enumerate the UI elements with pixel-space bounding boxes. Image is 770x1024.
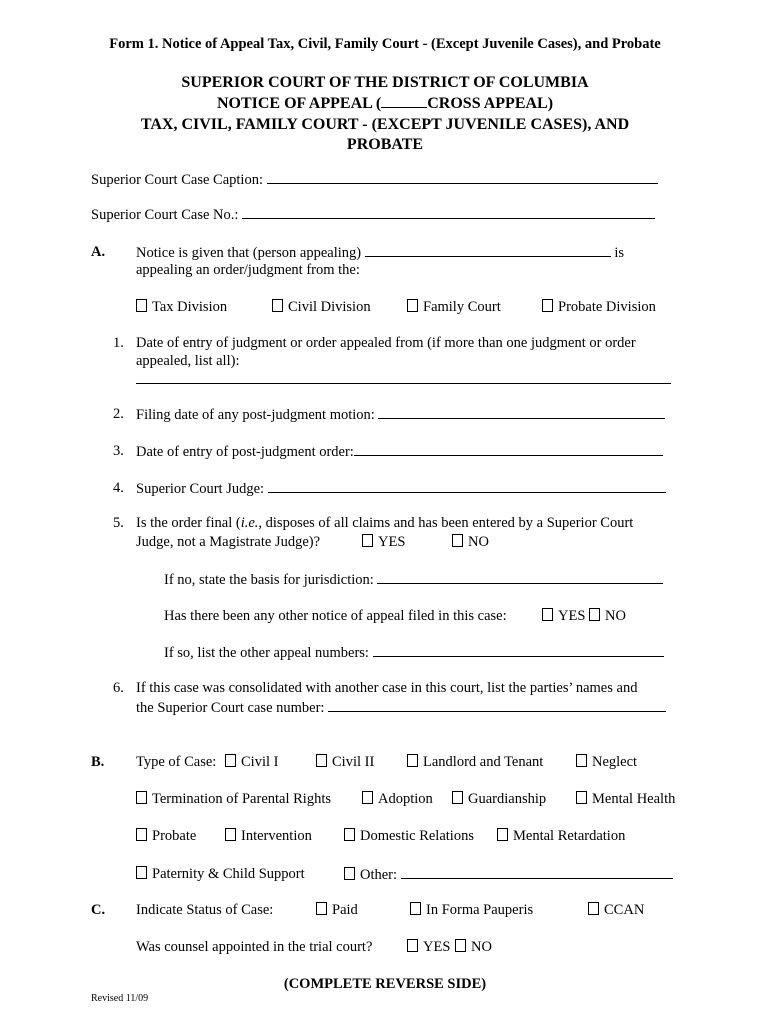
notice-title (0, 93, 770, 114)
appeal-numbers-field[interactable] (373, 644, 664, 657)
type-of-case-label: Type of Case: (136, 754, 217, 770)
q6-field[interactable] (328, 699, 666, 712)
checkbox-icon[interactable] (136, 299, 147, 312)
notice-title-pre: NOTICE OF APPEAL ( (216, 95, 382, 112)
counsel-label: Was counsel appointed in the trial court? (136, 939, 373, 955)
q2-number: 2. (113, 406, 124, 422)
division-family-label: Family Court (423, 299, 501, 315)
q2-row (136, 406, 665, 424)
checkbox-icon[interactable] (452, 791, 463, 804)
q5-line1 (136, 515, 633, 532)
checkbox-icon[interactable] (225, 754, 236, 767)
if-no-row (164, 571, 663, 589)
case-no-row (91, 206, 655, 224)
type-termination[interactable] (136, 791, 331, 808)
checkbox-icon[interactable] (344, 867, 355, 880)
checkbox-icon[interactable] (576, 754, 587, 767)
cross-appeal-blank[interactable] (381, 95, 427, 108)
checkbox-icon[interactable] (407, 754, 418, 767)
other-notice-no[interactable] (589, 608, 626, 625)
q1-line2: appealed, list all): (136, 353, 240, 369)
q5-pre: Is the order final ( (136, 515, 241, 531)
checkbox-icon[interactable] (225, 828, 236, 841)
notice-title-post: CROSS APPEAL) (427, 95, 554, 112)
other-notice-yes[interactable] (542, 608, 585, 625)
q4-number: 4. (113, 480, 124, 496)
q4-label: Superior Court Judge: (136, 481, 265, 497)
notice-line (136, 244, 624, 262)
checkbox-icon[interactable] (316, 754, 327, 767)
q5-no-label: NO (468, 534, 489, 550)
q3-row (136, 443, 663, 461)
division-probate[interactable] (542, 299, 656, 316)
type-intervention-label: Intervention (241, 828, 312, 844)
notice-post: is (614, 245, 625, 261)
type-mental-retardation[interactable] (497, 828, 625, 845)
other-notice-yes-label: YES (558, 608, 586, 624)
division-probate-label: Probate Division (558, 299, 656, 315)
type-adoption-label: Adoption (378, 791, 433, 807)
case-no-field[interactable] (242, 206, 655, 219)
checkbox-icon[interactable] (136, 791, 147, 804)
type-other[interactable] (344, 866, 673, 884)
q6-row2 (136, 699, 666, 717)
court-title: SUPERIOR COURT OF THE DISTRICT OF COLUMBIA (181, 74, 589, 91)
type-neglect-label: Neglect (592, 754, 638, 770)
type-landlord-tenant-label: Landlord and Tenant (423, 754, 544, 770)
q2-field[interactable] (378, 406, 665, 419)
type-intervention[interactable] (225, 828, 312, 845)
checkbox-icon[interactable] (452, 534, 463, 547)
checkbox-icon[interactable] (272, 299, 283, 312)
checkbox-icon[interactable] (455, 939, 466, 952)
complete-reverse-side: (COMPLETE REVERSE SIDE) (283, 976, 487, 992)
case-no-label: Superior Court Case No.: (91, 207, 239, 223)
q4-row (136, 480, 666, 498)
q1-number: 1. (113, 335, 124, 351)
person-appealing-field[interactable] (365, 244, 611, 257)
case-caption-row (91, 171, 658, 189)
checkbox-icon[interactable] (542, 299, 553, 312)
type-probate[interactable] (136, 828, 196, 845)
q5-yes-label: YES (378, 534, 406, 550)
counsel-no[interactable] (455, 939, 492, 956)
checkbox-icon[interactable] (407, 299, 418, 312)
q3-label: Date of entry of post-judgment order: (136, 444, 354, 460)
status-ifp[interactable] (410, 902, 533, 919)
status-ccan[interactable] (588, 902, 644, 919)
checkbox-icon[interactable] (344, 828, 355, 841)
type-probate-label: Probate (152, 828, 197, 844)
type-adoption[interactable] (362, 791, 433, 808)
type-neglect[interactable] (576, 754, 637, 771)
type-guardianship-label: Guardianship (468, 791, 547, 807)
q2-label: Filing date of any post-judgment motion: (136, 407, 375, 423)
checkbox-icon[interactable] (576, 791, 587, 804)
q5-post: , disposes of all claims and has been entered by a Superior Court (258, 515, 634, 531)
type-civil-2[interactable] (316, 754, 374, 771)
if-no-label: If no, state the basis for jurisdiction: (164, 572, 374, 588)
status-label: Indicate Status of Case: (136, 902, 274, 918)
checkbox-icon[interactable] (362, 534, 373, 547)
type-landlord-tenant[interactable] (407, 754, 543, 771)
revised-date: Revised 11/09 (91, 993, 149, 1004)
status-paid[interactable] (316, 902, 358, 919)
checkbox-icon[interactable] (316, 902, 327, 915)
type-other-label: Other: (360, 867, 398, 883)
q6-line1: If this case was consolidated with another case in this court, list the parties’ names and (136, 680, 638, 696)
checkbox-icon[interactable] (588, 902, 599, 915)
type-paternity-label: Paternity & Child Support (152, 866, 305, 882)
case-caption-label: Superior Court Case Caption: (91, 172, 263, 188)
q5-number: 5. (113, 515, 124, 531)
other-notice-no-label: NO (605, 608, 626, 624)
type-guardianship[interactable] (452, 791, 546, 808)
case-caption-field[interactable] (267, 171, 658, 184)
section-c-letter: C. (91, 902, 106, 918)
case-types-title: TAX, CIVIL, FAMILY COURT - (EXCEPT JUVENILE CASES), AND (140, 116, 630, 133)
q4-field[interactable] (268, 480, 666, 493)
checkbox-icon[interactable] (497, 828, 508, 841)
probate-title: PROBATE (346, 136, 424, 153)
type-domestic-relations-label: Domestic Relations (360, 828, 474, 844)
q6-number: 6. (113, 680, 124, 696)
division-family[interactable] (407, 299, 501, 316)
type-civil-1-label: Civil I (241, 754, 279, 770)
checkbox-icon[interactable] (410, 902, 421, 915)
type-mental-retardation-label: Mental Retardation (513, 828, 626, 844)
counsel-yes[interactable] (407, 939, 450, 956)
division-tax-label: Tax Division (152, 299, 228, 315)
notice-pre: Notice is given that (person appealing) (136, 245, 362, 261)
type-domestic-relations[interactable] (344, 828, 474, 845)
checkbox-icon[interactable] (407, 939, 418, 952)
q5-no[interactable] (452, 534, 489, 551)
q3-field[interactable] (354, 443, 663, 456)
type-termination-label: Termination of Parental Rights (152, 791, 331, 807)
type-other-field[interactable] (401, 866, 673, 879)
division-tax[interactable] (136, 299, 227, 316)
q5-yes[interactable] (362, 534, 405, 551)
status-ccan-label: CCAN (604, 902, 645, 918)
jurisdiction-field[interactable] (377, 571, 663, 584)
q6-line2: the Superior Court case number: (136, 700, 325, 716)
division-civil[interactable] (272, 299, 371, 316)
division-civil-label: Civil Division (288, 299, 371, 315)
checkbox-icon[interactable] (589, 608, 600, 621)
status-paid-label: Paid (332, 902, 358, 918)
q1-line1: Date of entry of judgment or order appealed from (if more than one judgment or order (136, 335, 636, 351)
q5-ie: i.e. (240, 515, 259, 531)
counsel-yes-label: YES (423, 939, 451, 955)
type-civil-2-label: Civil II (332, 754, 375, 770)
form-header: Form 1. Notice of Appeal Tax, Civil, Family Court - (Except Juvenile Cases), and Probate (109, 36, 661, 52)
q1-field[interactable] (136, 371, 671, 384)
other-notice-label: Has there been any other notice of appeal filed in this case: (164, 608, 507, 624)
checkbox-icon[interactable] (542, 608, 553, 621)
checkbox-icon[interactable] (136, 866, 147, 879)
section-b-letter: B. (91, 754, 105, 770)
status-ifp-label: In Forma Pauperis (426, 902, 534, 918)
if-so-label: If so, list the other appeal numbers: (164, 645, 369, 661)
section-a-letter: A. (91, 244, 106, 260)
counsel-no-label: NO (471, 939, 492, 955)
notice-line2: appealing an order/judgment from the: (136, 262, 360, 278)
checkbox-icon[interactable] (362, 791, 373, 804)
if-so-row (164, 644, 664, 662)
q5-line2: Judge, not a Magistrate Judge)? (136, 534, 321, 550)
q3-number: 3. (113, 443, 124, 459)
checkbox-icon[interactable] (136, 828, 147, 841)
type-civil-1[interactable] (225, 754, 278, 771)
type-mental-health[interactable] (576, 791, 675, 808)
type-mental-health-label: Mental Health (592, 791, 676, 807)
type-paternity[interactable] (136, 866, 305, 883)
